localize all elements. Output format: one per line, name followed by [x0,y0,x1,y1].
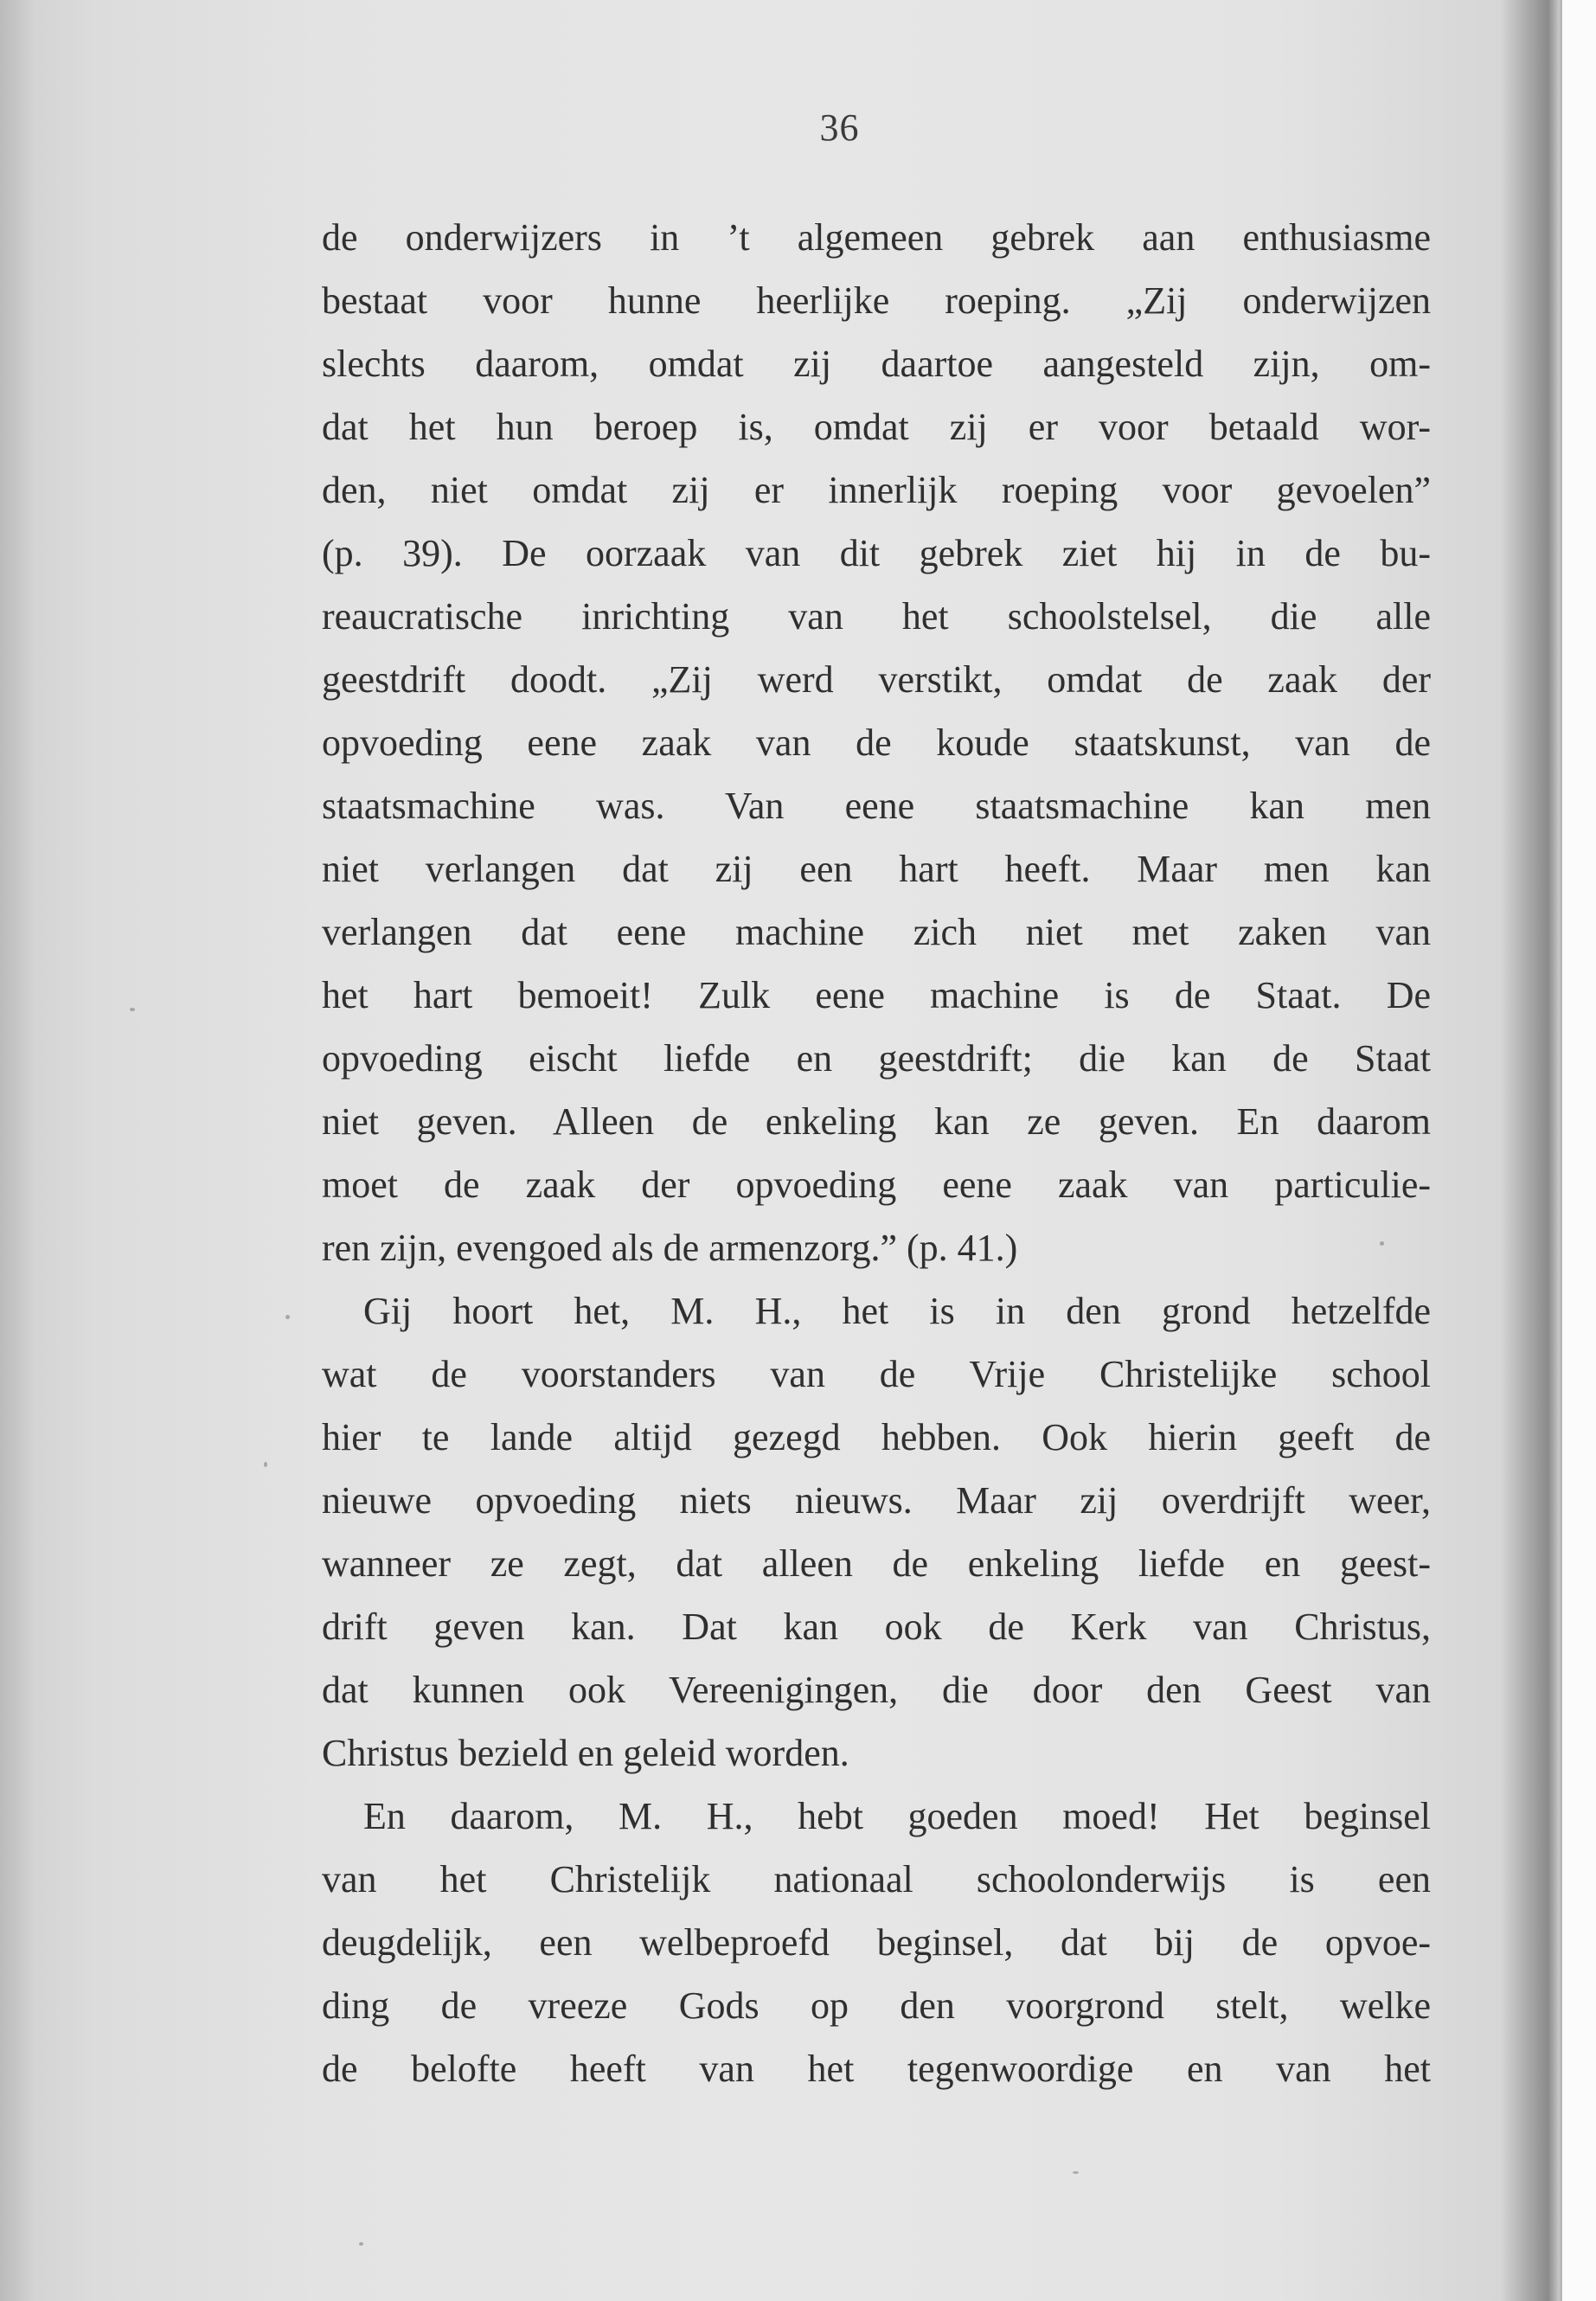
text-line: deugdelijk, een welbeproefd beginsel, dat bij de opvoe- [322,1921,1431,1964]
text-line: (p. 39). De oorzaak van dit gebrek ziet hij in de bu- [322,532,1431,574]
text-line: wanneer ze zegt, dat alleen de enkeling liefde en geest- [322,1542,1431,1585]
text-line: van het Christelijk nationaal schoolonderwijs is een [322,1858,1431,1900]
text-line: reaucratische inrichting van het schoolstelsel, die alle [322,595,1431,638]
page-number: 36 [819,106,860,149]
text-line: ren zijn, evengoed als de armenzorg.” (p. 41.) [322,1227,1018,1269]
text-line: Christus bezield en geleid worden. [322,1732,849,1774]
text-line: bestaat voor hunne heerlijke roeping. „Zij onderwijzen [322,279,1431,322]
text-line: moet de zaak der opvoeding eene zaak van particulie- [322,1163,1431,1206]
text-line: Gij hoort het, M. H., het is in den grond hetzelfde [363,1290,1431,1332]
scan-speck [264,1462,267,1467]
scan-speck [285,1315,290,1319]
text-line: dat het hun beroep is, omdat zij er voor betaald wor- [322,406,1431,448]
text-line: slechts daarom, omdat zij daartoe aangesteld zijn, om- [322,343,1431,385]
text-line: En daarom, M. H., hebt goeden moed! Het beginsel [363,1795,1431,1837]
text-line: nieuwe opvoeding niets nieuws. Maar zij overdrijft weer, [322,1479,1431,1522]
text-line: staatsmachine was. Van eene staatsmachine kan men [322,785,1431,827]
text-line: opvoeding eene zaak van de koude staatskunst, van de [322,721,1431,764]
text-line: verlangen dat eene machine zich niet met zaken van [322,911,1431,953]
scan-speck [1380,1241,1384,1246]
scan-speck [1073,2171,1079,2174]
text-line: niet geven. Alleen de enkeling kan ze geven. En daarom [322,1100,1431,1143]
text-line: drift geven kan. Dat kan ook de Kerk van Christus, [322,1606,1431,1648]
text-line: dat kunnen ook Vereenigingen, die door den Geest van [322,1669,1431,1711]
text-line: het hart bemoeit! Zulk eene machine is de Staat. De [322,974,1431,1016]
scan-speck [359,2242,363,2246]
text-line: geestdrift doodt. „Zij werd verstikt, omdat de zaak der [322,658,1431,701]
text-line: wat de voorstanders van de Vrije Christelijke school [322,1353,1431,1395]
scan-speck [130,1008,135,1011]
text-line: de onderwijzers in ’t algemeen gebrek aan enthusiasme [322,216,1431,259]
text-line: niet verlangen dat zij een hart heeft. Maar men kan [322,848,1431,890]
text-line: hier te lande altijd gezegd hebben. Ook hierin geeft de [322,1416,1431,1458]
text-line: opvoeding eischt liefde en geestdrift; die kan de Staat [322,1037,1431,1080]
text-line: den, niet omdat zij er innerlijk roeping voor gevoelen” [322,469,1431,511]
text-line: ding de vreeze Gods op den voorgrond stelt, welke [322,1984,1431,2027]
text-line: de belofte heeft van het tegenwoordige en van het [322,2048,1431,2090]
body-text [322,206,1431,2100]
